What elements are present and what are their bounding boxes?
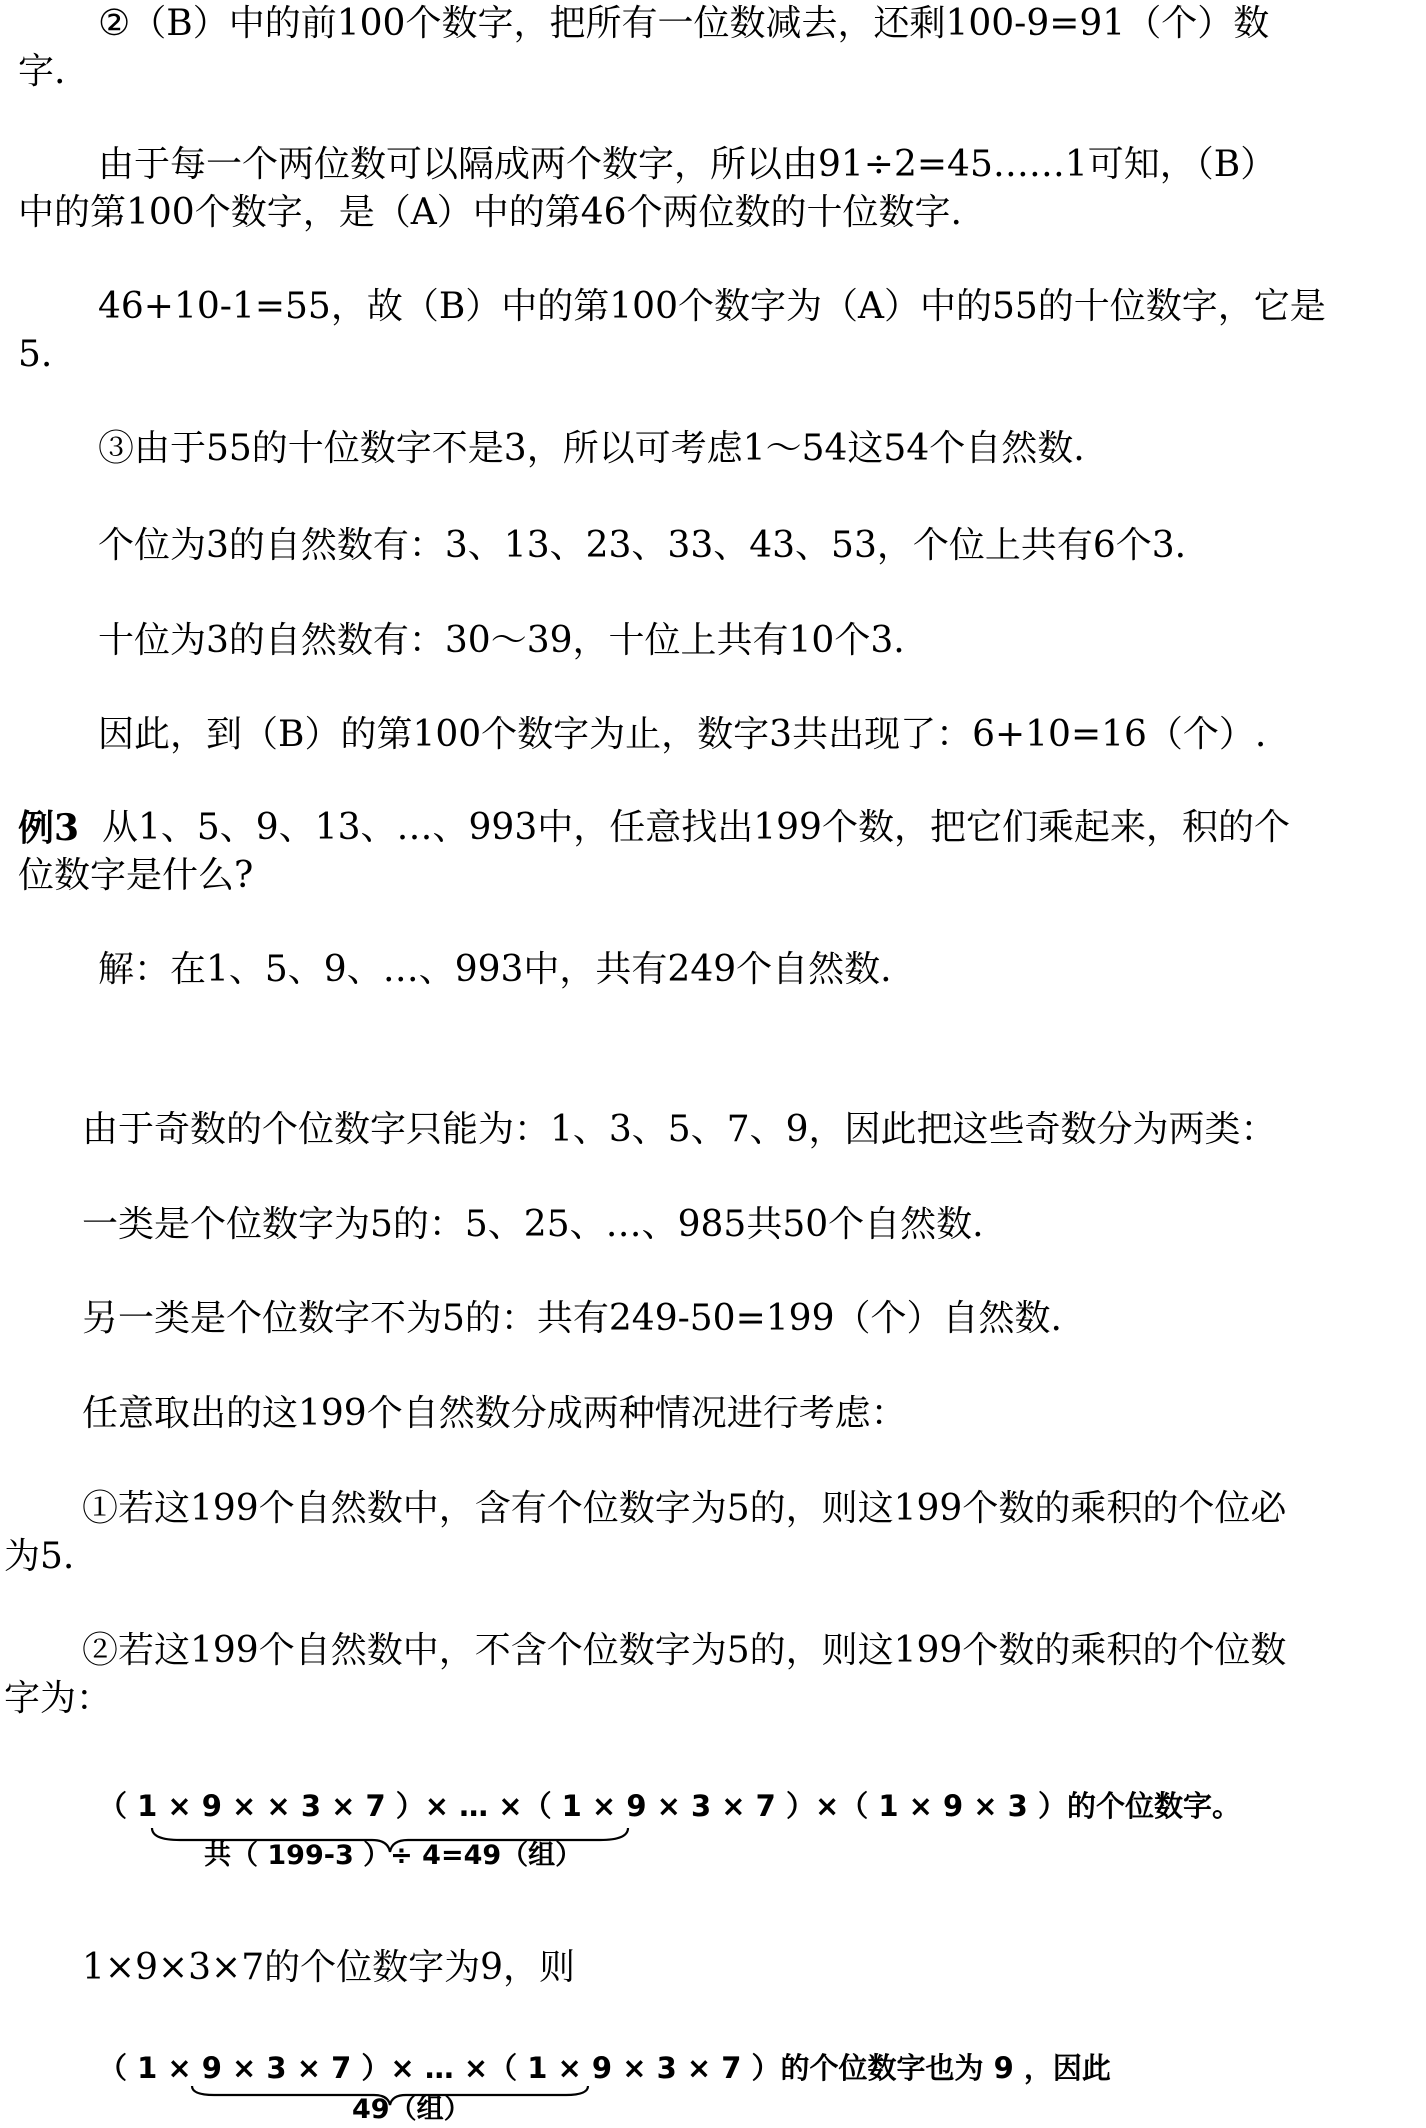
paragraph-line: ①若这199个自然数中，含有个位数字为5的，则这199个数的乘积的个位必: [82, 1488, 1287, 1529]
product-formula: （ 1 × 9 × 3 × 7 ）× … ×（ 1 × 9 × 3 × 7 ）的个位数字也为 9 ，因此: [98, 2051, 1111, 2085]
paragraph-line: ②（B）中的前100个数字，把所有一位数减去，还剩100-9=91（个）数: [98, 3, 1270, 44]
paragraph-line: 另一类是个位数字不为5的：共有249-50=199（个）自然数.: [82, 1298, 1062, 1339]
paragraph-line: 由于每一个两位数可以隔成两个数字，所以由91÷2=45……1可知，（B）: [98, 144, 1277, 185]
example-question: 从1、5、9、13、…、993中，任意找出199个数，把它们乘起来，积的个: [102, 807, 1290, 848]
paragraph-line: 5.: [18, 334, 53, 375]
group-count-note: 49（组）: [352, 2094, 471, 2125]
paragraph-line: 中的第100个数字，是（A）中的第46个两位数的十位数字.: [18, 192, 962, 233]
solution-line: 解：在1、5、9、…、993中，共有249个自然数.: [98, 949, 892, 990]
product-formula: （ 1 × 9 × × 3 × 7 ）× … ×（ 1 × 9 × 3 × 7 ）×（ 1 × 9 × 3 ）的个位数字。: [98, 1789, 1241, 1823]
paragraph-line: 为5.: [4, 1536, 75, 1577]
paragraph-line: 十位为3的自然数有：30～39，十位上共有10个3.: [98, 620, 905, 661]
paragraph-line: 字.: [18, 51, 66, 92]
example-question: 位数字是什么?: [18, 855, 254, 896]
paragraph-line: ③由于55的十位数字不是3，所以可考虑1～54这54个自然数.: [98, 428, 1085, 469]
paragraph-line: 由于奇数的个位数字只能为：1、3、5、7、9，因此把这些奇数分为两类：: [82, 1109, 1277, 1150]
group-count-note: 共（ 199-3 ）÷ 4=49（组）: [204, 1840, 583, 1871]
paragraph-line: 字为：: [4, 1678, 113, 1719]
paragraph-line: 个位为3的自然数有：3、13、23、33、43、53，个位上共有6个3.: [98, 525, 1187, 566]
example-label: 例3: [18, 807, 80, 849]
paragraph-line: 因此，到（B）的第100个数字为止，数字3共出现了：6+10=16（个）.: [98, 714, 1267, 755]
paragraph-line: 1×9×3×7的个位数字为9，则: [82, 1947, 576, 1988]
paragraph-line: ②若这199个自然数中，不含个位数字为5的，则这199个数的乘积的个位数: [82, 1630, 1287, 1671]
paragraph-line: 一类是个位数字为5的：5、25、…、985共50个自然数.: [82, 1204, 984, 1245]
paragraph-line: 任意取出的这199个自然数分成两种情况进行考虑：: [82, 1393, 907, 1434]
paragraph-line: 46+10-1=55，故（B）中的第100个数字为（A）中的55的十位数字，它是: [98, 286, 1326, 327]
